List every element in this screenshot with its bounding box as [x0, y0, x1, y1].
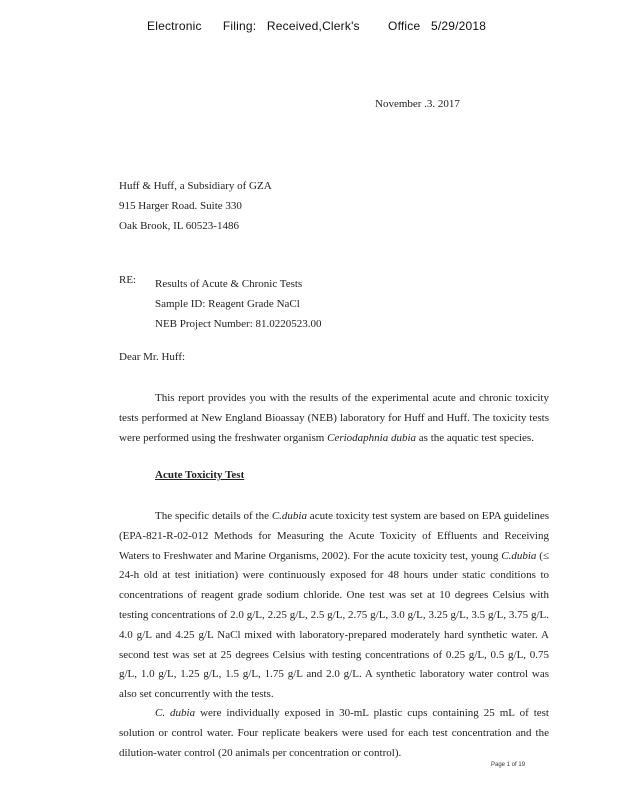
- species-name: C. dubia: [155, 707, 196, 719]
- acute-paragraph: [119, 507, 549, 705]
- exposure-text: were individually exposed in 30-mL plastic cups containing 25 mL of test solution or control water. Four replicate beakers were used for each test concentration and the dilution-water control (20 animals per concentration or control).: [119, 707, 549, 759]
- recipient-line: 915 Harger Road. Suite 330: [119, 200, 242, 212]
- species-name: Ceriodaphnia dubia: [327, 431, 417, 444]
- acute-text-1: The specific details of the: [155, 510, 272, 522]
- species-name: C.dubia: [271, 510, 307, 522]
- recipient-line: Oak Brook, IL 60523-1486: [119, 220, 239, 232]
- letter-date: November .3. 2017: [375, 98, 460, 110]
- intro-text-2: as the aquatic test species.: [416, 431, 534, 444]
- acute-text-3: (≤ 24-h old at test initiation) were continuously exposed for 48 hours under static conditions to concentrations of reagent grade sodium chloride. One test was set at 10 degrees Celsius with testing concentrations of 2.0 g/L, 2.25 g/L, 2.5 g/L, 2.75 g/L, 3.0 g/L, 3.25 g/L, 3.5 g/L, 3.75 g/L. 4.0 g/L and 4.25 g/L NaCl mixed with laboratory-prepared moderately hard synthetic water. A second test was set at 25 degrees Celsius with testing concentrations of 0.25 g/L, 0.5 g/L, 0.75 g/L, 1.0 g/L, 1.25 g/L, 1.5 g/L, 1.75 g/L and 2.0 g/L. A synthetic laboratory water control was also set concurrently with the tests.: [119, 549, 550, 701]
- re-line: Results of Acute & Chronic Tests: [155, 278, 303, 290]
- section-heading: Acute Toxicity Test: [155, 469, 245, 481]
- filing-stamp: Electronic Filing: Received,Clerk's Office 5/29/2018: [147, 19, 487, 33]
- intro-text-1: This report provides you with the results of the experimental acute and chronic toxicity tests performed at New England Bioassay (NEB) laboratory for Huff and Huff. The toxicity tests were performed using the freshwater organism: [119, 392, 549, 444]
- species-name: C.dubia: [501, 549, 537, 562]
- salutation: Dear Mr. Huff:: [119, 351, 186, 363]
- re-line: NEB Project Number: 81.0220523.00: [155, 318, 322, 330]
- page-number: Page 1 of 19: [491, 762, 526, 768]
- exposure-paragraph: [119, 704, 549, 763]
- re-block: [155, 274, 475, 334]
- re-label: RE:: [119, 274, 137, 286]
- recipient-line: Huff & Huff, a Subsidiary of GZA: [119, 180, 272, 192]
- re-line: Sample ID: Reagent Grade NaCl: [155, 298, 300, 310]
- recipient-address: [119, 176, 419, 236]
- intro-paragraph: [119, 389, 549, 448]
- acute-text-2: acute toxicity test system are based on EPA guidelines (EPA-821-R-02-012 Methods for Measuring the Acute Toxicity of Effluents and Receiving Waters to Freshwater and Marine Organisms, 2002). For the acute toxicity test, young: [119, 510, 549, 562]
